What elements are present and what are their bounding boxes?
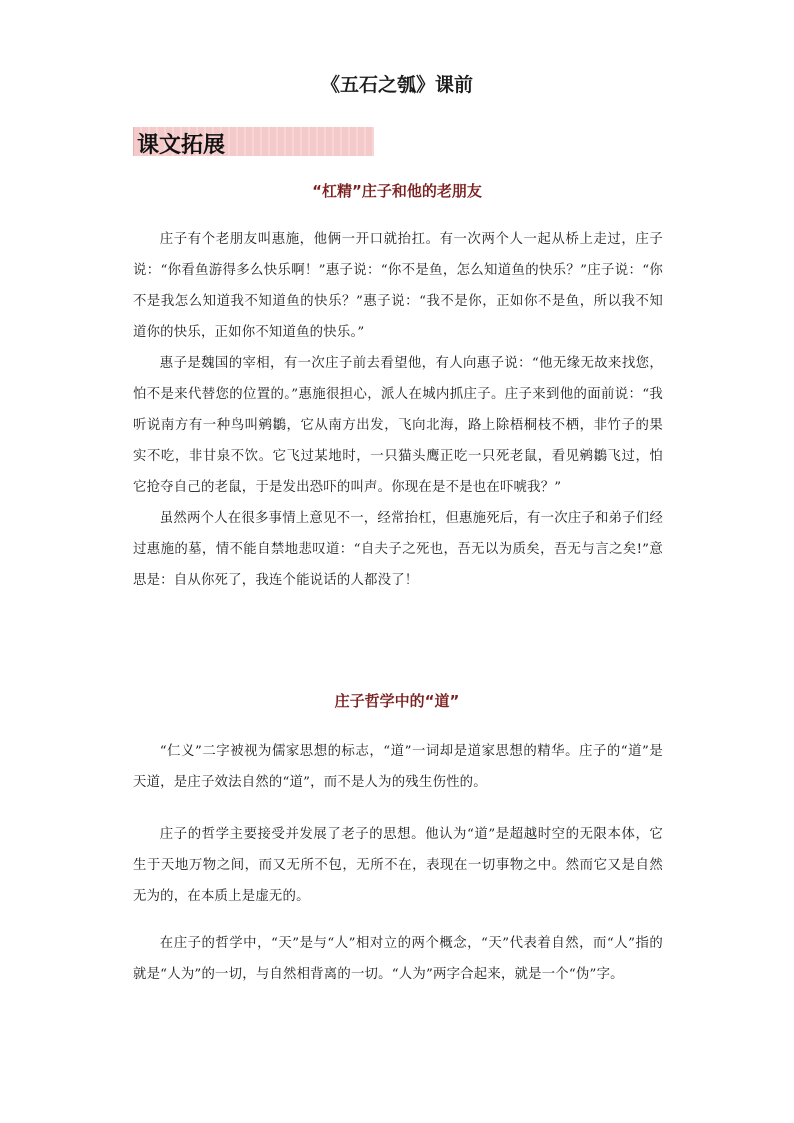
section-label: 课文拓展 [137,133,226,158]
article2-title: 庄子哲学中的“道” [334,692,460,710]
article1-title: “杠精”庄子和他的老朋友 [312,182,482,200]
section-banner [133,127,374,156]
article2-paragraph-2: 庄子的哲学主要接受并发展了老子的思想。他认为“道”是超越时空的无限本体，它生于天地万物之间，而又无所不包，无所不在，表现在一切事物之中。然而它又是自然无为的，在本质上是虚无的。 [133,827,663,904]
article1-paragraph-1: 庄子有个老朋友叫惠施，他俩一开口就抬扛。有一次两个人一起从桥上走过，庄子说：“你看鱼游得多么快乐啊！”惠子说：“你不是鱼，怎么知道鱼的快乐？”庄子说：“你不是我怎么知道我不知道鱼的快乐？”惠子说：“我不是你，正如你不是鱼，所以我不知道你的快乐，正如你不知道鱼的快乐。” [133,232,663,340]
document-title: 《五石之瓠》课前 [320,74,473,96]
article1-paragraph-3: 虽然两个人在很多事情上意见不一，经常抬杠，但惠施死后，有一次庄子和弟子们经过惠施的墓，情不能自禁地悲叹道：“自夫子之死也，吾无以为质矣，吾无与言之矣!”意思是：自从你死了，我连个能说话的人都没了！ [133,511,663,588]
article2-paragraph-3: 在庄子的哲学中，“天”是与“人”相对立的两个概念，“天”代表着自然，而“人”指的就是“人为”的一切，与自然相背离的一切。“人为”两字合起来，就是一个“伪”字。 [133,936,663,982]
article1-paragraph-2: 惠子是魏国的宰相，有一次庄子前去看望他，有人向惠子说：“他无缘无故来找您，怕不是来代替您的位置的。”惠施很担心，派人在城内抓庄子。庄子来到他的面前说：“我听说南方有一种鸟叫鹓鶵，它从南方出发，飞向北海，路上除梧桐枝不栖，非竹子的果实不吃，非甘泉不饮。它飞过某地时，一只猫头鹰正吃一只死老鼠，看见鹓鶵飞过，怕它抢夺自己的老鼠，于是发出恐吓的叫声。你现在是不是也在吓唬我？” [133,356,663,495]
article2-paragraph-1: “仁义”二字被视为儒家思想的标志，“道”一词却是道家思想的精华。庄子的“道”是天道，是庄子效法自然的“道”，而不是人为的残生伤性的。 [133,744,663,790]
